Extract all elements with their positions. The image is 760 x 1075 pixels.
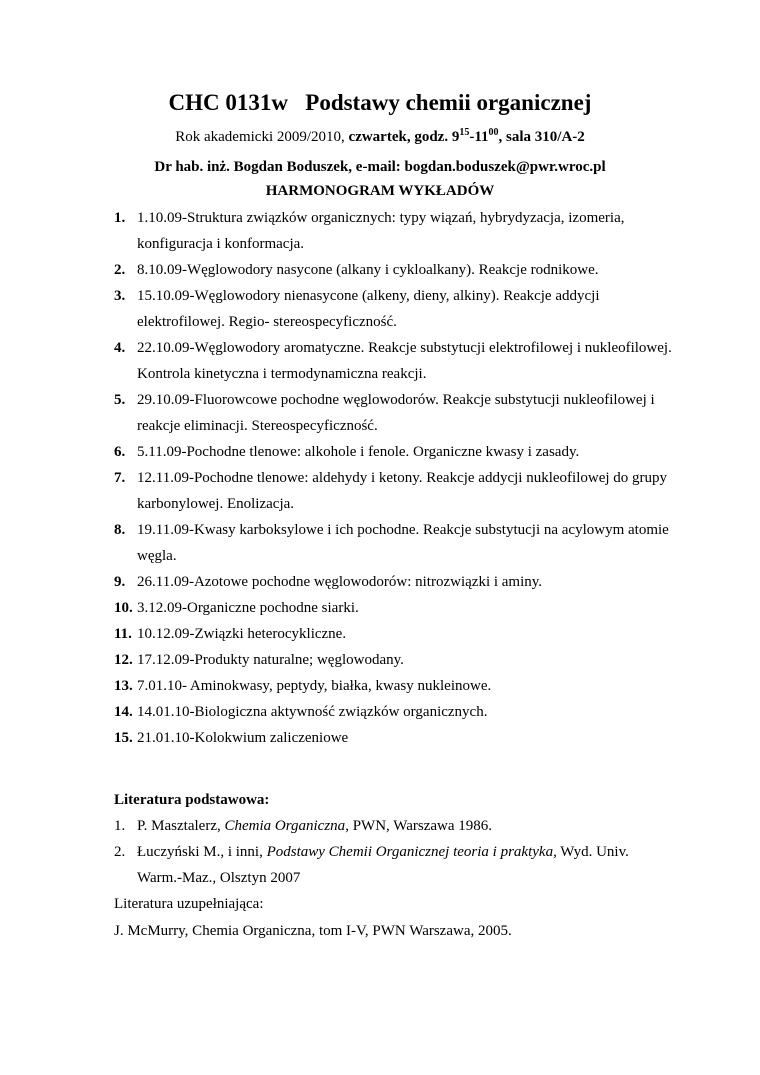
lecture-item [114, 569, 674, 595]
lecture-item [114, 465, 674, 517]
lecture-item [114, 621, 674, 647]
lecture-number: 10. [114, 600, 133, 616]
course-schedule-line [0, 127, 760, 147]
lecture-number: 12. [114, 652, 133, 668]
schedule-heading: HARMONOGRAM WYKŁADÓW [265, 183, 495, 199]
lecture-item [114, 725, 674, 751]
lecture-text: 26.11.09-Azotowe pochodne węglowodorów: nitrozwiązki i aminy. [137, 574, 543, 590]
course-title: CHC 0131w Podstawy chemii organicznej [168, 90, 592, 115]
lecture-text: 12.11.09-Pochodne tlenowe: aldehydy i ketony. Reakcje addycji nukleofilowej do grupy karbonylowej. Enolizacja. [137, 470, 668, 512]
lecture-number: 13. [114, 678, 133, 694]
lecture-text: 14.01.10-Biologiczna aktywność związków organicznych. [137, 704, 488, 720]
room: , sala 310/A-2 [498, 129, 585, 145]
book-publisher: , PWN, Warszawa 1986. [345, 818, 493, 834]
lecture-item [114, 283, 674, 335]
book-author: P. Masztalerz, [137, 818, 225, 834]
lecture-number: 14. [114, 704, 133, 720]
lecture-number: 3. [114, 288, 126, 304]
lecture-number: 11. [114, 626, 132, 642]
book-title: Podstawy Chemii Organicznej teoria i praktyka, [266, 844, 557, 860]
literature-text [137, 813, 674, 839]
lecture-number: 9. [114, 574, 126, 590]
lecture-item [114, 699, 674, 725]
academic-year: Rok akademicki 2009/2010, [175, 129, 349, 145]
day-time: czwartek, godz. $9^{15}-11^{00}$, sala 310/A-2 [348, 127, 585, 145]
book-title: Chemia Organiczna [224, 818, 346, 834]
book-publisher: Wyd. Univ. Warm.-Maz., Olsztyn 2007 [137, 844, 629, 886]
lecture-text: 8.10.09-Węglowodory nasycone (alkany i cykloalkany). Reakcje rodnikowe. [137, 262, 599, 278]
lecture-text: 17.12.09-Produkty naturalne; węglowodany. [137, 652, 404, 668]
literature-number: 1. [114, 818, 126, 834]
basic-literature-list [114, 813, 674, 891]
lecture-number: 4. [114, 340, 126, 356]
lecture-item [114, 439, 674, 465]
start-minutes: 15 [459, 127, 470, 138]
supplementary-literature-item: J. McMurry, Chemia Organiczna, tom I-V, PWN Warszawa, 2005. [114, 923, 512, 939]
basic-literature-heading: Literatura podstawowa: [114, 792, 270, 808]
literature-text [137, 839, 674, 891]
lecture-number: 8. [114, 522, 126, 538]
lecture-item [114, 517, 674, 569]
lecture-item [114, 673, 674, 699]
lecture-number: 6. [114, 444, 126, 460]
lecture-item [114, 257, 674, 283]
lecture-text: 19.11.09-Kwasy karboksylowe i ich pochodne. Reakcje substytucji na acylowym atomie węgla. [137, 522, 669, 564]
literature-item [114, 839, 674, 891]
book-author: Łuczyński M., i inni, [137, 844, 267, 860]
supplementary-literature-heading: Literatura uzupełniająca: [114, 896, 264, 912]
lecture-number: 7. [114, 470, 126, 486]
lecturer-line: Dr hab. inż. Bogdan Boduszek, e-mail: bogdan.boduszek@pwr.wroc.pl [154, 159, 606, 175]
lecture-number: 5. [114, 392, 126, 408]
end-minutes: 00 [488, 127, 499, 138]
literature-item [114, 813, 674, 839]
lecture-text: 5.11.09-Pochodne tlenowe: alkohole i fenole. Organiczne kwasy i zasady. [137, 444, 580, 460]
lecture-number: 15. [114, 730, 133, 746]
lecture-item [114, 647, 674, 673]
lecture-text: 15.10.09-Węglowodory nienasycone (alkeny, dieny, alkiny). Reakcje addycji elektrofilowej. Regio- stereospecyficzność. [137, 288, 600, 330]
lecture-item [114, 595, 674, 621]
lecture-text: 21.01.10-Kolokwium zaliczeniowe [137, 730, 349, 746]
lecture-text: 1.10.09-Struktura związków organicznych: typy wiązań, hybrydyzacja, izomeria, konfiguracja i konformacja. [137, 210, 625, 252]
lecture-item [114, 387, 674, 439]
lecture-text: 3.12.09-Organiczne pochodne siarki. [137, 600, 359, 616]
lecture-text: 29.10.09-Fluorowcowe pochodne węglowodorów. Reakcje substytucji nukleofilowej i reakcje eliminacji. Stereospecyficzność. [137, 392, 655, 434]
lecture-number: 2. [114, 262, 126, 278]
literature-number: 2. [114, 844, 126, 860]
lecture-list [114, 205, 674, 751]
lecture-text: 10.12.09-Związki heterocykliczne. [137, 626, 347, 642]
lecture-item [114, 335, 674, 387]
lecture-text: 7.01.10- Aminokwasy, peptydy, białka, kwasy nukleinowe. [137, 678, 492, 694]
lecture-number: 1. [114, 210, 126, 226]
lecture-text: 22.10.09-Węglowodory aromatyczne. Reakcje substytucji elektrofilowej i nukleofilowej. Kontrola kinetyczna i termodynamiczna reakcji. [137, 340, 672, 382]
lecture-item [114, 205, 674, 257]
